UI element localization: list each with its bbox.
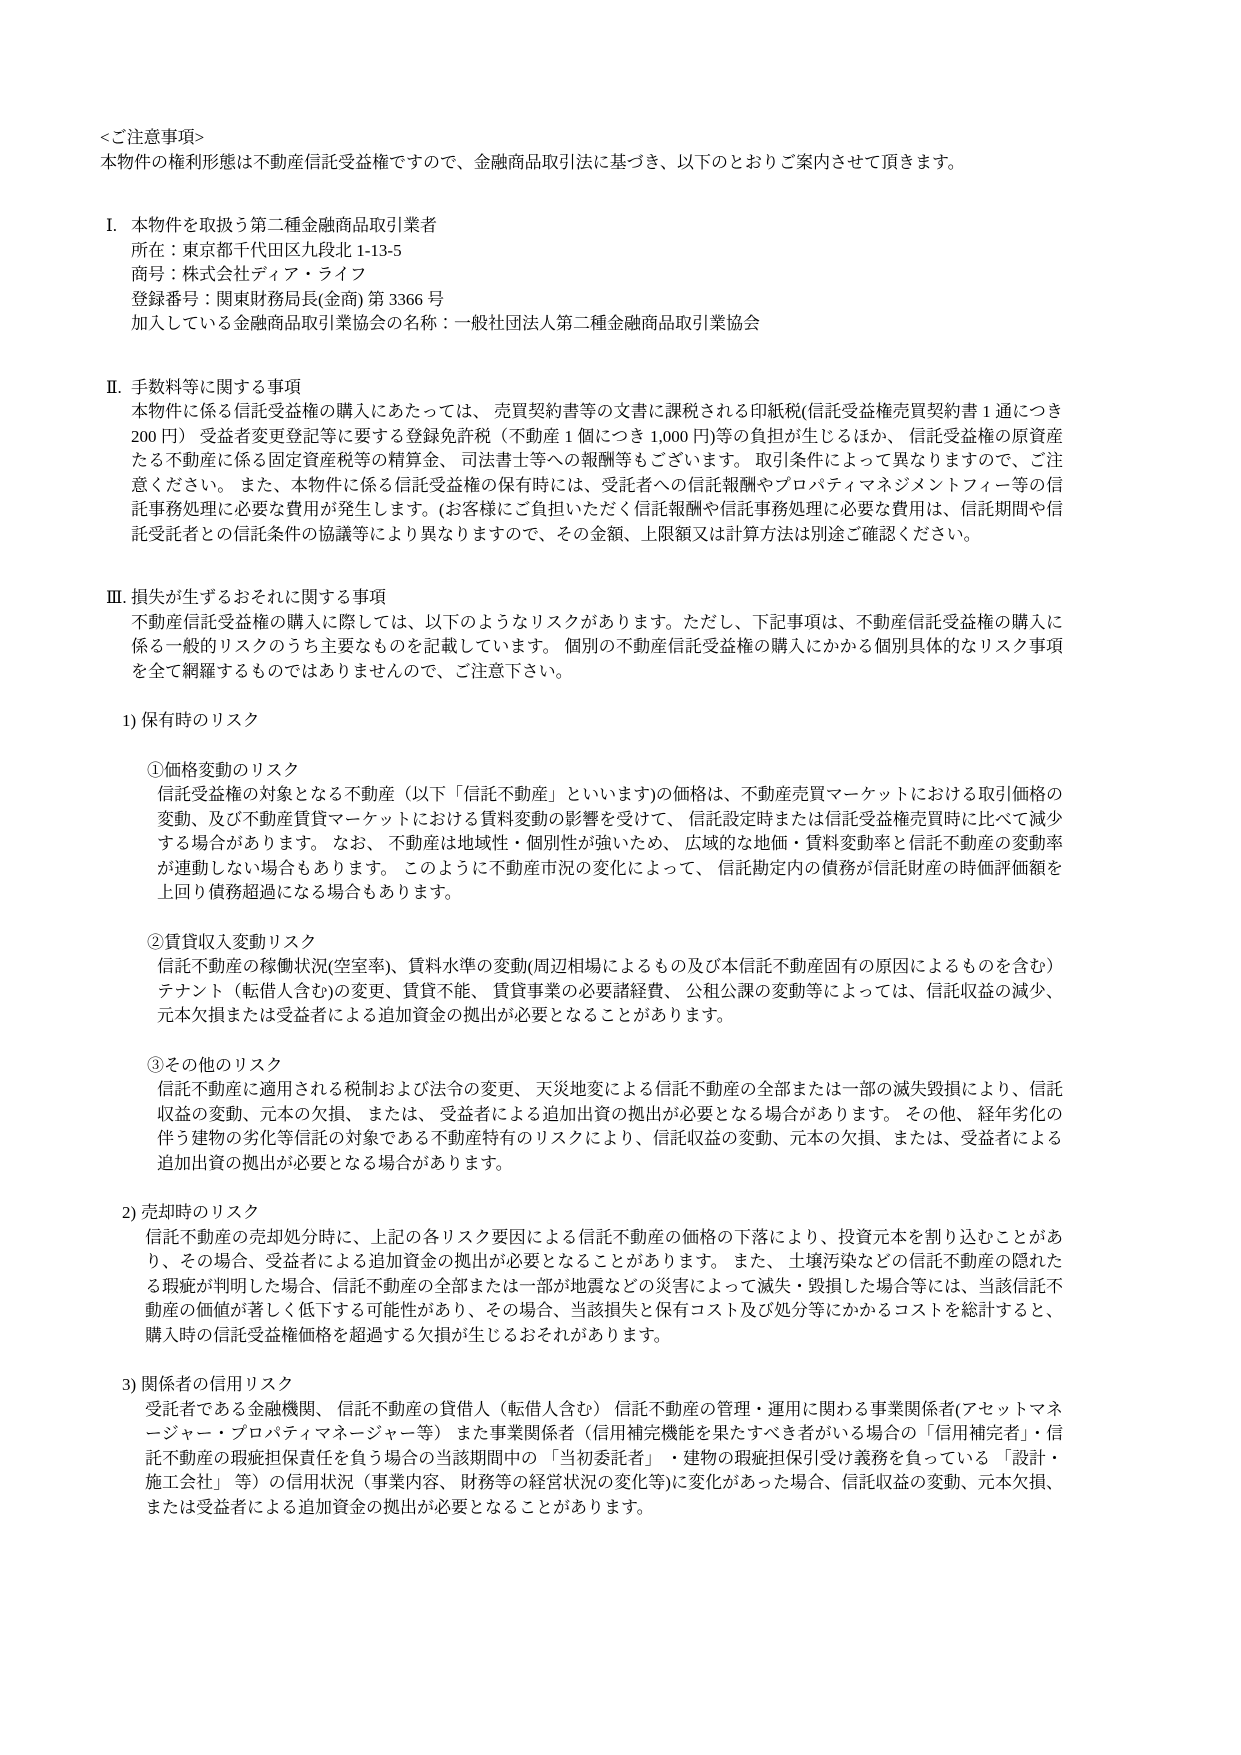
- section-title: 本物件を取扱う第二種金融商品取引業者: [131, 216, 437, 235]
- credit-risk-paragraph: 受託者である金融機関、 信託不動産の貸借人（転借人含む） 信託不動産の管理・運用に関わる事業関係者(アセットマネージャー・プロパティマネージャー等） また事業関係者（信用補完機能を果たすべき者がいる場合の「信用補完者」・信託不動産の瑕疵担保責任を負う場合の当該期間中の 「当初委託者」 ・建物の瑕疵担保引受け義務を負っている 「設計・施工会社」 等）の信用状況（事業内容、 財務等の経営状況の変化等)に変化があった場合、信託収益の変動、元本欠損、または受益者による追加資金の拠出が必要となることがあります。: [145, 1399, 1063, 1517]
- subsection-heading: [100, 709, 1063, 734]
- section-number: Ⅲ.: [106, 588, 127, 607]
- subsection-sale-risk: [100, 1201, 1063, 1348]
- subsection-number: 1): [122, 711, 137, 730]
- broker-detail-lines: [131, 239, 1063, 337]
- risk-item-title: 価格変動のリスク: [164, 760, 300, 780]
- subsection-title: 売却時のリスク: [141, 1203, 260, 1222]
- fees-paragraph: 本物件に係る信託受益権の購入にあたっては、 売買契約書等の文書に課税される印紙税(信託受益権売買契約書 1 通につき 200 円） 受益者変更登記等に要する登録免許税（不動産 1 個につき 1,000 円)等の負担が生じるほか、 信託受益権の原資産たる不動産に係る固定資産税等の精算金、 司法書士等への報酬等もございます。 取引条件によって異なりますので、ご注意ください。 また、本物件に係る信託受益権の保有時には、受託者への信託報酬やプロパティマネジメントフィー等の信託事務処理に必要な費用が発生します。(お客様にご負担いただく信託報酬や信託事務処理に必要な費用は、信託期間や信託受託者との信託条件の協議等により異なりますので、その金額、上限額又は計算方法は別途ご確認ください。: [131, 402, 1063, 544]
- risk-item-rental-income: [147, 931, 1063, 1029]
- subsection-heading: [100, 1373, 1063, 1398]
- risk-item-other: [147, 1054, 1063, 1177]
- section-broker-info: [100, 214, 1063, 337]
- section-title: 損失が生ずるおそれに関する事項: [131, 588, 386, 607]
- risk-item-paragraph: 信託不動産に適用される税制および法令の変更、 天災地変による信託不動産の全部または一部の滅失毀損により、信託収益の変動、元本の欠損、 または、 受益者による追加出資の拠出が必要となる場合があります。 その他、 経年劣化の伴う建物の劣化等信託の対象である不動産特有のリスクにより、信託収益の変動、元本の欠損、または、受益者による追加出資の拠出が必要となる場合があります。: [157, 1080, 1063, 1173]
- intro-paragraph: 本物件の権利形態は不動産信託受益権ですので、金融商品取引法に基づき、以下のとおりご案内させて頂きます。: [100, 152, 965, 172]
- risk-item-heading: [147, 1054, 1063, 1079]
- risk-item-heading: [147, 759, 1063, 784]
- section-heading: [100, 586, 1063, 611]
- risk-item-title: その他のリスク: [164, 1055, 283, 1075]
- risk-item-number: ①: [147, 760, 164, 780]
- risk-item-number: ②: [147, 932, 164, 952]
- broker-association-line: 加入している金融商品取引業協会の名称：一般社団法人第二種金融商品取引業協会: [131, 314, 760, 333]
- subsection-number: 3): [122, 1375, 137, 1394]
- broker-registration-line: 登録番号：関東財務局長(金商) 第 3366 号: [131, 289, 445, 309]
- sale-risk-paragraph: 信託不動産の売却処分時に、上記の各リスク要因による信託不動産の価格の下落により、投資元本を割り込むことがあり、その場合、受益者による追加資金の拠出が必要となることがあります。 また、 土壌汚染などの信託不動産の隠れたる瑕疵が判明した場合、信託不動産の全部または一部が地震などの災害によって滅失・毀損した場合等には、当該信託不動産の価値が著しく低下する可能性があり、その場合、当該損失と保有コスト及び処分等にかかるコストを総計すると、購入時の信託受益権価格を超過する欠損が生じるおそれがあります。: [145, 1227, 1063, 1345]
- loss-risk-paragraph: 不動産信託受益権の購入に際しては、以下のようなリスクがあります。ただし、下記事項は、不動産信託受益権の購入に係る一般的リスクのうち主要なものを記載しています。 個別の不動産信託受益権の購入にかかる個別具体的なリスク事項を全て網羅するものではありませんので、ご注意下さい。: [131, 612, 1063, 681]
- broker-address-line: 所在：東京都千代田区九段北 1-13-5: [131, 240, 402, 260]
- section-number: Ⅱ.: [106, 377, 122, 397]
- subsection-number: 2): [122, 1203, 137, 1222]
- risk-item-paragraph: 信託受益権の対象となる不動産（以下「信託不動産」といいます)の価格は、不動産売買マーケットにおける取引価格の変動、及び不動産賃貸マーケットにおける賃料変動の影響を受けて、 信託設定時または信託受益権売買時に比べて減少する場合があります。 なお、 不動産は地域性・個別性が強いため、 広域的な地価・賃料変動率と信託不動産の変動率が連動しない場合もあります。 このように不動産市況の変化によって、 信託勘定内の債務が信託財産の時価評価額を上回り債務超過になる場合もあります。: [157, 785, 1063, 902]
- broker-trade-name-line: 商号：株式会社ディア・ライフ: [131, 265, 367, 284]
- risk-item-heading: [147, 931, 1063, 956]
- subsection-credit-risk: [100, 1373, 1063, 1520]
- section-loss-risk: [100, 586, 1063, 1520]
- section-fees: [100, 376, 1063, 548]
- subsection-holding-risk: [100, 709, 1063, 1176]
- section-number: Ⅰ.: [106, 216, 117, 235]
- notice-header: <ご注意事項>: [100, 128, 205, 147]
- section-title: 手数料等に関する事項: [131, 377, 301, 397]
- subsection-heading: [100, 1201, 1063, 1226]
- risk-item-title: 賃貸収入変動リスク: [164, 932, 317, 952]
- risk-item-price-fluctuation: [147, 759, 1063, 906]
- risk-item-paragraph: 信託不動産の稼働状況(空室率)、賃料水準の変動(周辺相場によるもの及び本信託不動産固有の原因によるものを含む） テナント（転借人含む)の変更、賃貸不能、 賃貸事業の必要諸経費、 公租公課の変動等によっては、信託収益の減少、元本欠損または受益者による追加資金の拠出が必要となることがあります。: [157, 957, 1063, 1025]
- section-heading: [100, 214, 1063, 239]
- risk-item-number: ③: [147, 1055, 164, 1075]
- subsection-title: 保有時のリスク: [141, 711, 260, 730]
- section-heading: [100, 376, 1063, 401]
- subsection-title: 関係者の信用リスク: [141, 1375, 294, 1394]
